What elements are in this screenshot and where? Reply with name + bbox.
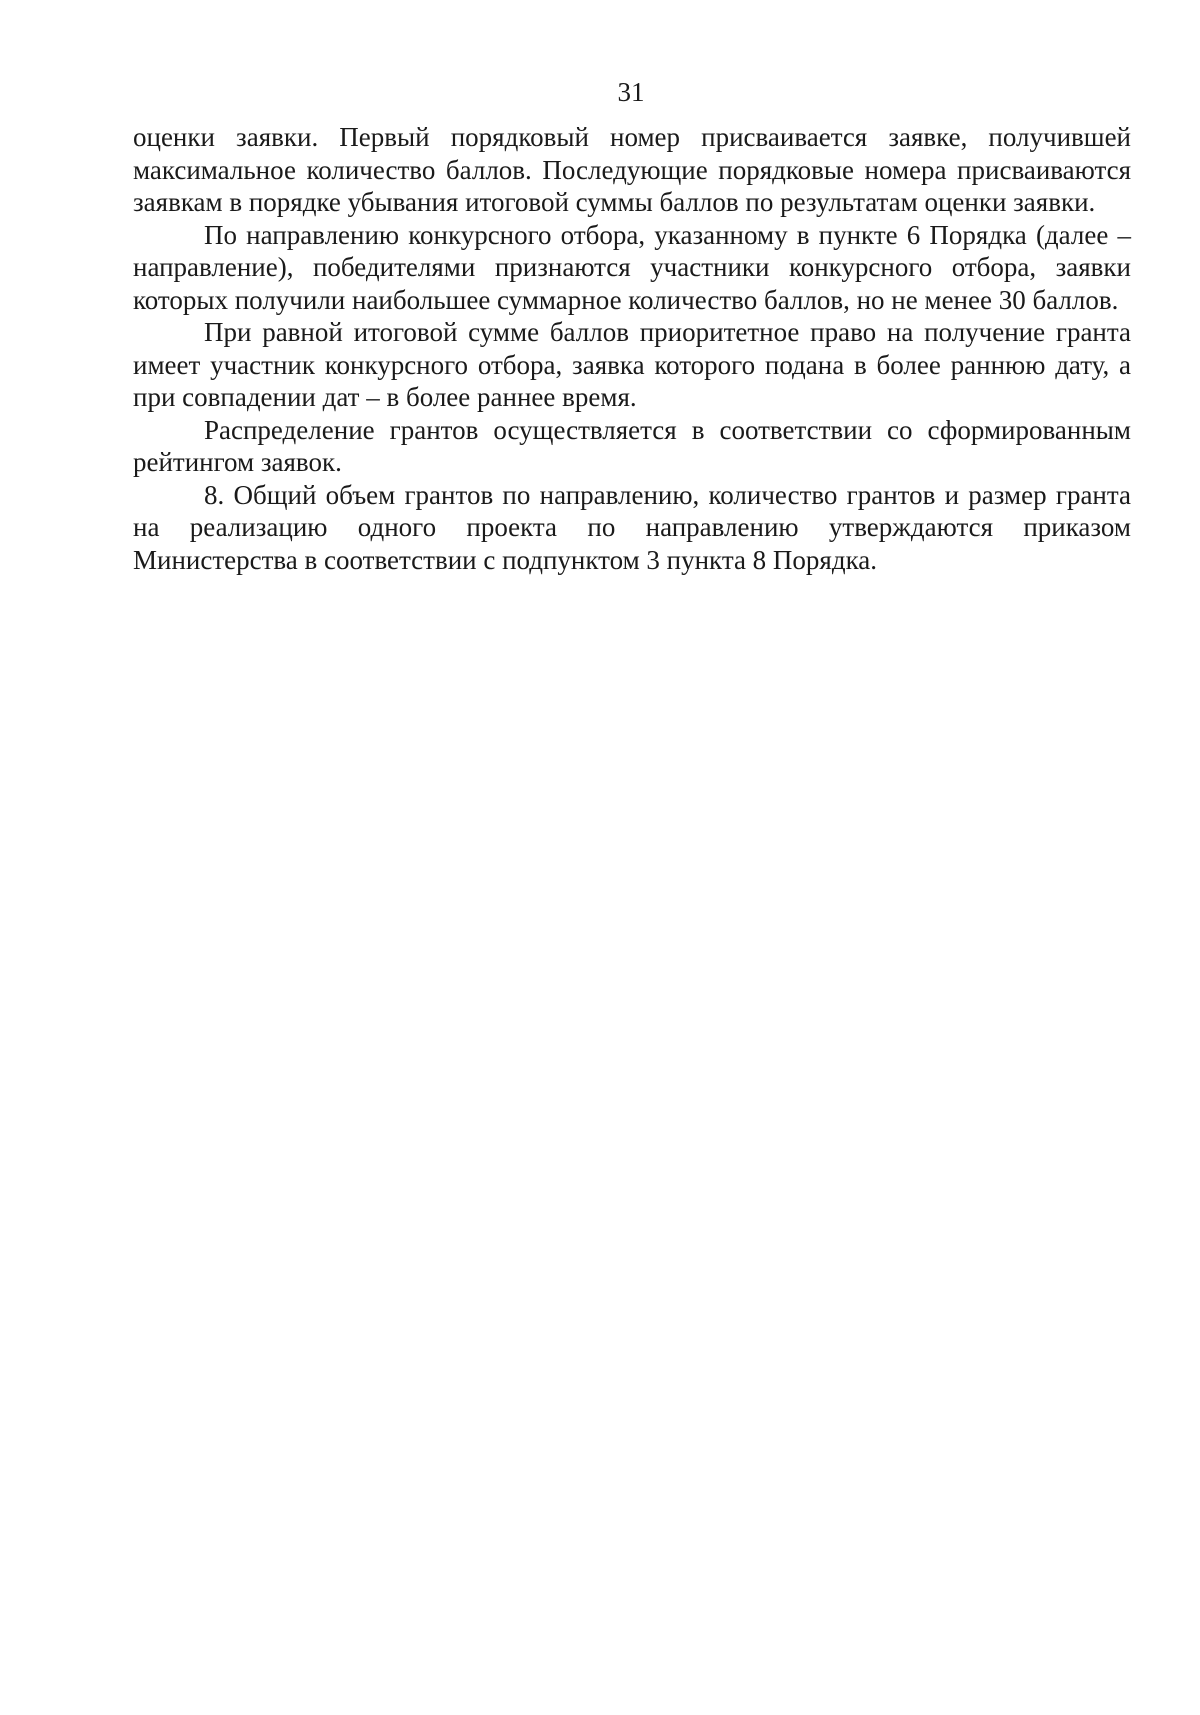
paragraph-grant-distribution: Распределение грантов осуществляется в соответствии со сформированным рейтингом заявок.	[133, 414, 1131, 477]
page-number: 31	[617, 77, 645, 107]
document-body	[133, 121, 1131, 576]
paragraph-item-8: 8. Общий объем грантов по направлению, количество грантов и размер гранта на реализацию одного проекта по направлению утверждаются приказом Министерства в соответствии с подпунктом 3 пункта 8 Порядка.	[133, 479, 1131, 575]
paragraph-ranking-continuation: оценки заявки. Первый порядковый номер присваивается заявке, получившей максимальное количество баллов. Последующие порядковые номера присваиваются заявкам в порядке убывания итоговой суммы баллов по результатам оценки заявки.	[133, 122, 1131, 217]
paragraph-winners: По направлению конкурсного отбора, указанному в пункте 6 Порядка (далее – направление), победителями признаются участники конкурсного отбора, заявки которых получили наибольшее суммарное количество баллов, но не менее 30 баллов.	[133, 219, 1131, 315]
paragraph-equal-score-priority: При равной итоговой сумме баллов приоритетное право на получение гранта имеет участник конкурсного отбора, заявка которого подана в более раннюю дату, а при совпадении дат – в более раннее время.	[133, 317, 1131, 412]
